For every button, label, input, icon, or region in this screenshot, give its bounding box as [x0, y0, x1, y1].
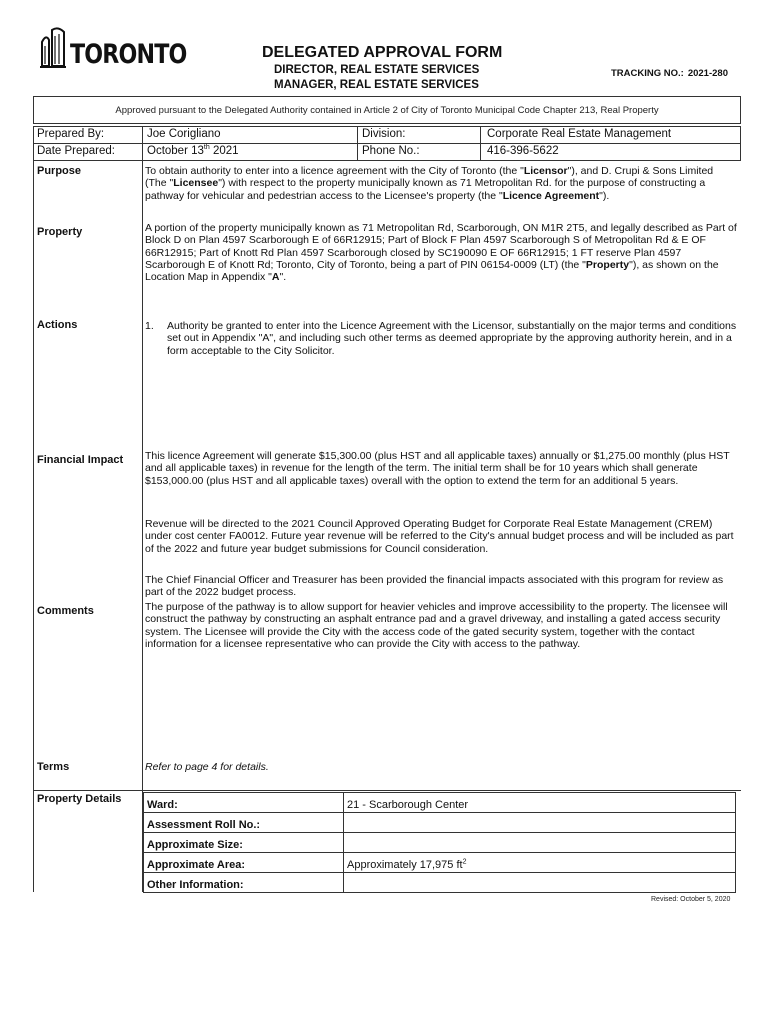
form-title: DELEGATED APPROVAL FORM [262, 44, 503, 61]
comments-text: The purpose of the pathway is to allow support for heavier vehicles and improve accessibility to the property. The licensee will construct the pathway by constructing an asphalt entrance pad and a gravel driveway, and installing a gated access security system. The Licensee will provide the City with the access code of the gated security system, together with the contact information for a licensee representative who can provide the City with access to the pathway. [145, 601, 728, 650]
approximate-size-label: Approximate Size: [144, 833, 344, 853]
ward-value: 21 - Scarborough Center [344, 793, 736, 813]
assessment-roll-value [344, 813, 736, 833]
date-prepared-value: October 13th 2021 [147, 144, 239, 157]
action-number: 1. [145, 320, 154, 332]
subtitle-director: DIRECTOR, REAL ESTATE SERVICES [274, 64, 480, 76]
approximate-area-value: Approximately 17,975 $ft^2$ [344, 853, 736, 873]
property-details-table [143, 792, 736, 893]
property-label: Property [37, 226, 83, 238]
phone-value: 416-396-5622 [487, 145, 559, 157]
purpose-text: To obtain authority to enter into a licence agreement with the City of Toronto (the "Licensor"), and D. Crupi & Sons Limited (The "Licensee") with respect to the property municipally known as 71 Metropolitan Rd. for the purpose of constructing a pathway for vehicular and pedestrian access to the Licensee's property (the "Licence Agreement"). [145, 165, 714, 202]
action-text: Authority be granted to enter into the Licence Agreement with the Licensor, substantially on the major terms and conditions set out in Appendix "A", and including such other terms as deemed appropriate by the approving authority herein, and in a form acceptable to the City Solicitor. [167, 320, 737, 357]
divider [357, 126, 358, 160]
table-row [144, 793, 736, 813]
property-text: A portion of the property municipally known as 71 Metropolitan Rd, Scarborough, ON M1R 2T5, and legally described as Part of Block D on Plan 4597 Scarborough E of 66R12915; Part of Block F Plan 4597 Scarborough S of Metropolitan Rd & E OF 66R12915; Part of Knott Rd Plan 4597 Scarborough closed by SC190090 E OF 66R12915; 1 FT reserve Plan 4597 Scarborough E of Knott Rd; Toronto, City of Toronto, being a part of PIN 06154-0009 (LT) (the "Property"), as shown on the Location Map in Appendix "A". [145, 222, 737, 284]
divider [740, 126, 741, 160]
divider [142, 126, 143, 892]
prepared-by-label: Prepared By: [37, 128, 105, 140]
approximate-area-label: Approximate Area: [144, 853, 344, 873]
table-row [144, 873, 736, 893]
prepared-by-value: Joe Corigliano [147, 128, 221, 140]
actions-label: Actions [37, 319, 78, 331]
other-information-label: Other Information: [144, 873, 344, 893]
financial-para-2: Revenue will be directed to the 2021 Council Approved Operating Budget for Corporate Real Estate Management (CREM) under cost center FA0012. Future year revenue will be referred to the City's annual budget process and will be included as part of the 2022 and future year budget submissions for Council consideration. [145, 518, 734, 555]
division-value: Corporate Real Estate Management [487, 128, 672, 140]
property-details-label: Property Details [37, 793, 122, 805]
table-row [144, 853, 736, 873]
date-prepared-label: Date Prepared: [37, 145, 115, 157]
divider [480, 126, 481, 160]
subtitle-manager: MANAGER, REAL ESTATE SERVICES [274, 79, 479, 91]
tracking-value: 2021-280 [687, 68, 728, 79]
phone-label: Phone No.: [362, 145, 420, 157]
approximate-size-value [344, 833, 736, 853]
comments-label: Comments [37, 605, 94, 617]
divider [33, 143, 741, 144]
assessment-roll-label: Assessment Roll No.: [144, 813, 344, 833]
tracking-number [611, 68, 728, 79]
approved-pursuant-text: Approved pursuant to the Delegated Authority contained in Article 2 of City of Toronto Municipal Code Chapter 213, Real Property [115, 105, 659, 116]
financial-impact-label: Financial Impact [37, 454, 124, 466]
logo-wordmark: TORONTO [70, 39, 187, 70]
financial-para-3: The Chief Financial Officer and Treasurer has been provided the financial impacts associated with this program for review as part of the 2022 budget process. [145, 574, 724, 599]
other-information-value [344, 873, 736, 893]
revised-date: Revised: October 5, 2020 [651, 896, 731, 903]
terms-label: Terms [37, 761, 70, 773]
terms-text: Refer to page 4 for details. [145, 761, 269, 773]
divider [33, 160, 741, 161]
financial-para-1: This licence Agreement will generate $15,300.00 (plus HST and all applicable taxes) annually or $1,275.00 monthly (plus HST and all applicable taxes) in revenue for the length of the term. The initial term shall be for 10 years which shall generate $153,000.00 (plus HST and all applicable taxes) overall with the option to extend the term for an additional 5 years. [145, 450, 730, 487]
toronto-logo [40, 26, 212, 68]
table-row [144, 813, 736, 833]
divider [33, 126, 741, 127]
city-hall-icon [40, 26, 66, 68]
divider [33, 790, 741, 791]
tracking-label: TRACKING NO.: [611, 68, 684, 79]
division-label: Division: [362, 128, 406, 140]
table-row [144, 833, 736, 853]
purpose-label: Purpose [37, 165, 82, 177]
ward-label: Ward: [144, 793, 344, 813]
